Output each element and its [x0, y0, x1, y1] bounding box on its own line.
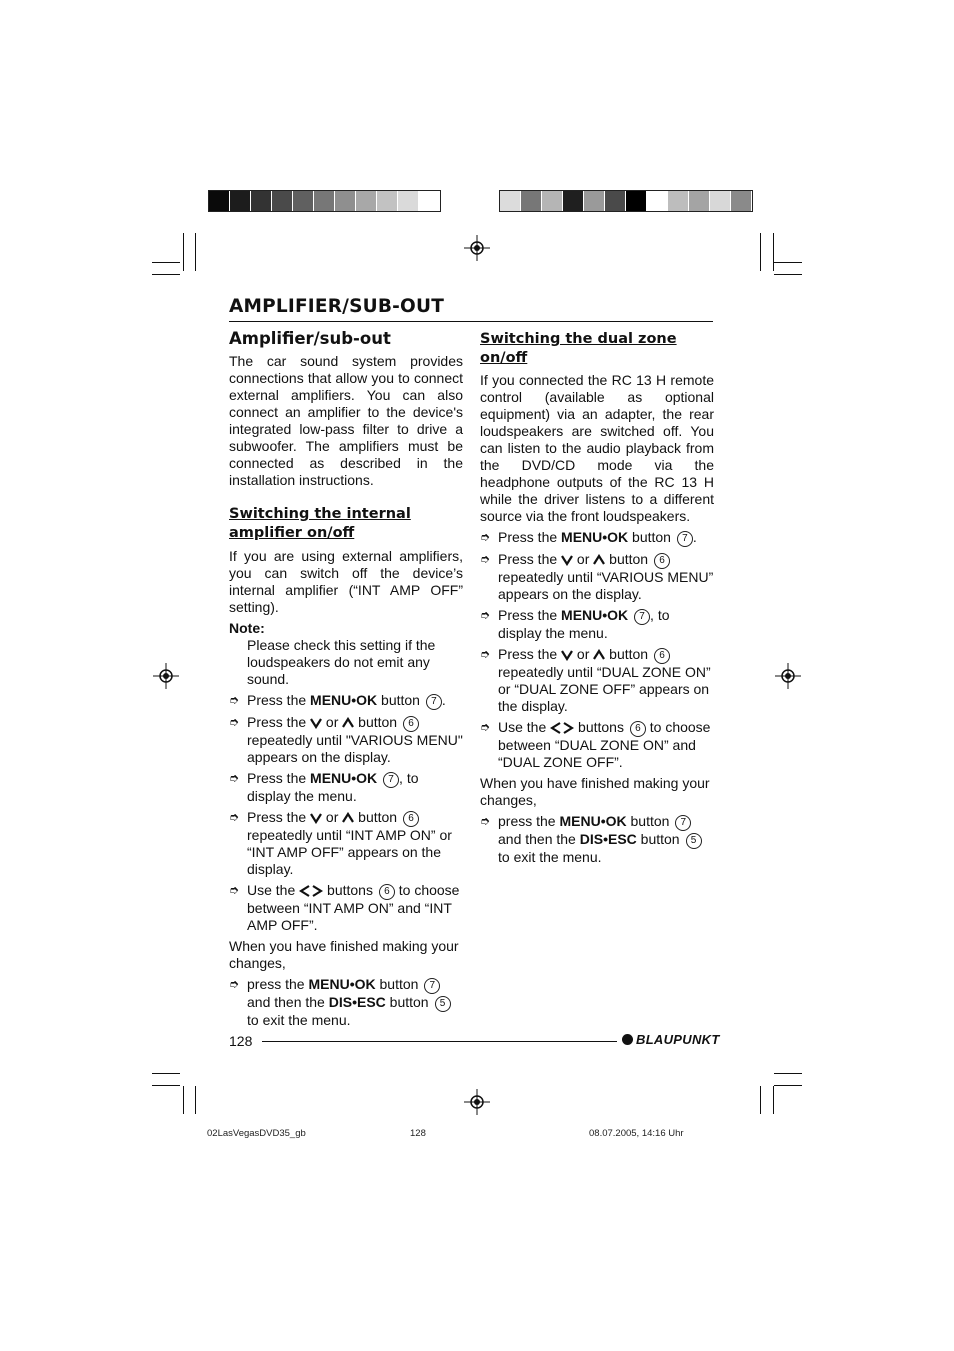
finish-paragraph: When you have finished making your changes,	[229, 938, 459, 971]
button-number-badge: 7	[424, 978, 440, 994]
section-title: AMPLIFIER/SUB-OUT	[229, 296, 445, 317]
chevron-up-icon	[593, 649, 605, 661]
arrow-bullet-icon: ➮	[229, 771, 240, 785]
registration-mark-icon	[464, 1089, 490, 1115]
color-swatch	[563, 191, 584, 211]
color-swatch	[626, 191, 647, 211]
color-swatch	[647, 191, 668, 211]
color-swatch	[419, 191, 440, 211]
button-number-badge: 7	[426, 694, 442, 710]
chevron-up-icon	[342, 812, 354, 824]
color-bar-right	[499, 190, 753, 212]
color-swatch	[251, 191, 272, 211]
internal-amp-heading: Switching the internal amplifier on/off	[229, 506, 411, 541]
color-swatch	[731, 191, 752, 211]
color-swatch	[584, 191, 605, 211]
step-item: ➮ Press the or button 6 repeatedly until “INT AMP ON” or “INT AMP OFF” appears on the display.	[229, 809, 452, 877]
slug-filename: 02LasVegasDVD35_gb	[207, 1128, 306, 1139]
arrow-bullet-icon: ➮	[229, 883, 240, 897]
button-number-badge: 7	[383, 772, 399, 788]
dual-zone-paragraph: If you connected the RC 13 H remote control (available as optional equipment) via an adapter, the rear loudspeakers are switched off. You can listen to the audio playback from the DVD/CD mode via the headphone outputs of the RC 13 H while the driver listens to a different source via the front loudspeakers.	[480, 372, 714, 524]
step-item: ➮ Press the or button 6 repeatedly until “DUAL ZONE ON” or “DUAL ZONE OFF” appears on the display.	[480, 646, 711, 714]
arrow-bullet-icon: ➮	[480, 814, 491, 828]
color-swatch	[272, 191, 293, 211]
left-column	[229, 330, 463, 1029]
slug-page: 128	[410, 1128, 426, 1139]
color-swatch	[209, 191, 230, 211]
note-label: Note:	[229, 620, 265, 636]
button-number-badge: 7	[677, 531, 693, 547]
title-rule	[229, 321, 713, 322]
chevron-down-icon	[561, 554, 573, 566]
intro-paragraph: The car sound system provides connections that allow you to connect external amplifiers. You can also connect an amplifier to the device's integrated low-pass filter to drive a subwoofer. The amplifiers must be connected as described in the installation instructions.	[229, 353, 463, 488]
color-swatch	[335, 191, 356, 211]
color-swatch	[398, 191, 419, 211]
brand-logo: BLAUPUNKT	[622, 1032, 720, 1047]
button-number-badge: 7	[634, 609, 650, 625]
button-number-badge: 6	[403, 716, 419, 732]
registration-mark-icon	[153, 663, 179, 689]
color-swatch	[710, 191, 731, 211]
arrow-bullet-icon: ➮	[229, 693, 240, 707]
step-item: ➮ Press the or button 6 repeatedly until "VARIOUS MENU" appears on the display.	[229, 714, 463, 765]
button-number-badge: 6	[654, 648, 670, 664]
chevron-up-icon	[593, 554, 605, 566]
chevron-left-right-icon	[299, 885, 323, 897]
color-swatch	[500, 191, 521, 211]
finish-paragraph: When you have finished making your changes,	[480, 775, 710, 808]
step-item: ➮ press the MENU•OK button 7 and then the DIS•ESC button 5 to exit the menu.	[480, 813, 714, 866]
arrow-bullet-icon: ➮	[480, 647, 491, 661]
button-number-badge: 5	[686, 833, 702, 849]
color-swatch	[689, 191, 710, 211]
button-number-badge: 7	[675, 815, 691, 831]
arrow-bullet-icon: ➮	[480, 608, 491, 622]
arrow-bullet-icon: ➮	[229, 810, 240, 824]
chevron-down-icon	[310, 812, 322, 824]
note-text: Please check this setting if the loudspeakers do not emit any sound.	[247, 637, 436, 687]
chevron-up-icon	[342, 717, 354, 729]
logo-dot-icon	[622, 1034, 633, 1045]
step-item: ➮ Press the MENU•OK button 7 .	[229, 692, 446, 708]
arrow-bullet-icon: ➮	[480, 720, 491, 734]
internal-amp-paragraph: If you are using external amplifiers, you can switch off the device’s internal amplifier (“INT AMP OFF” setting).	[229, 548, 463, 615]
chevron-left-right-icon	[550, 722, 574, 734]
step-item: ➮ Press the MENU•OK 7 , to display the menu.	[229, 770, 419, 804]
step-item: ➮ Press the or button 6 repeatedly until “VARIOUS MENU” appears on the display.	[480, 551, 714, 602]
button-number-badge: 6	[654, 553, 670, 569]
step-item: ➮ press the MENU•OK button 7 and then the DIS•ESC button 5 to exit the menu.	[229, 976, 463, 1029]
page-number: 128	[229, 1033, 253, 1049]
color-swatch	[542, 191, 563, 211]
arrow-bullet-icon: ➮	[480, 552, 491, 566]
color-swatch	[605, 191, 626, 211]
chevron-down-icon	[310, 717, 322, 729]
color-bar-left	[208, 190, 441, 212]
step-item: ➮ Press the MENU•OK button 7 .	[480, 529, 697, 545]
registration-mark-icon	[464, 235, 490, 261]
color-swatch	[314, 191, 335, 211]
button-number-badge: 5	[435, 996, 451, 1012]
step-item: ➮ Use the buttons 6 to choose between “DUAL ZONE ON” and “DUAL ZONE OFF”.	[480, 719, 711, 770]
color-swatch	[377, 191, 398, 211]
arrow-bullet-icon: ➮	[480, 530, 491, 544]
footer-rule	[262, 1041, 617, 1042]
color-swatch	[521, 191, 542, 211]
color-swatch	[230, 191, 251, 211]
subsection-heading: Amplifier/sub-out	[229, 329, 391, 348]
button-number-badge: 6	[379, 884, 395, 900]
color-swatch	[293, 191, 314, 211]
right-column	[480, 330, 714, 866]
step-item: ➮ Press the MENU•OK 7 , to display the menu.	[480, 607, 670, 641]
color-swatch	[668, 191, 689, 211]
arrow-bullet-icon: ➮	[229, 977, 240, 991]
chevron-down-icon	[561, 649, 573, 661]
button-number-badge: 6	[630, 721, 646, 737]
color-swatch	[356, 191, 377, 211]
slug-date: 08.07.2005, 14:16 Uhr	[589, 1128, 684, 1139]
dual-zone-heading: Switching the dual zone on/off	[480, 331, 677, 366]
step-item: ➮ Use the buttons 6 to choose between “INT AMP ON” and “INT AMP OFF”.	[229, 882, 460, 933]
button-number-badge: 6	[403, 811, 419, 827]
arrow-bullet-icon: ➮	[229, 715, 240, 729]
registration-mark-icon	[775, 663, 801, 689]
